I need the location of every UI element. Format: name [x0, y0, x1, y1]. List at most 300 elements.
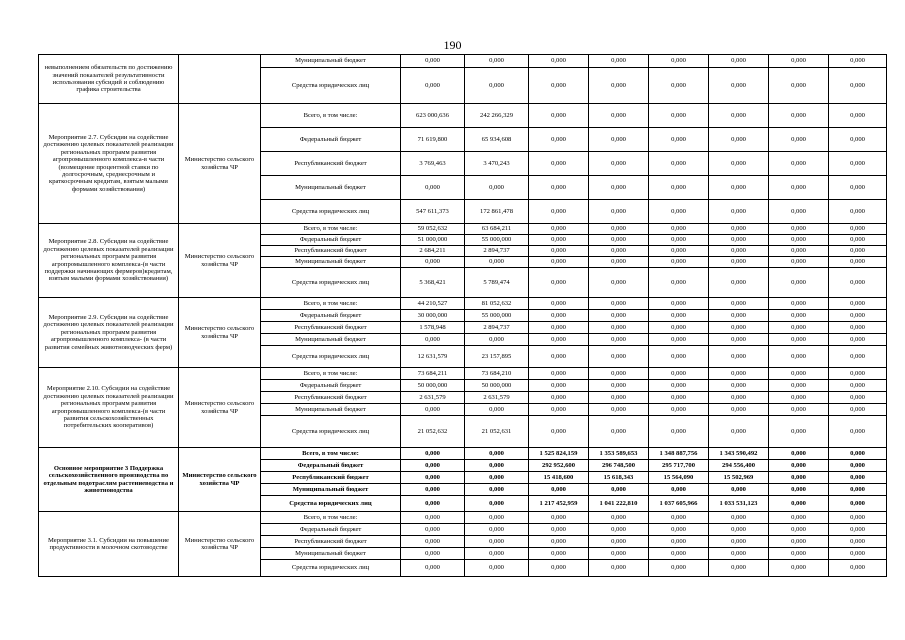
amount-cell: 0,000 — [589, 200, 649, 224]
amount-cell: 0,000 — [829, 176, 887, 200]
amount-cell: 0,000 — [709, 268, 769, 298]
event-name-cell: Мероприятие 2.10. Субсидии на содействие достижению целевых показателей реализации региональных программ развития агропромышленного комплекса-(в части развития сельскохозяйственных потребительских кооперативов) — [39, 368, 179, 448]
amount-cell: 0,000 — [829, 235, 887, 246]
amount-cell: 0,000 — [769, 416, 829, 448]
amount-cell: 0,000 — [829, 460, 887, 472]
funding-source-cell: Средства юридических лиц — [261, 496, 401, 512]
amount-cell: 0,000 — [709, 560, 769, 577]
amount-cell: 0,000 — [465, 448, 529, 460]
executor-cell: Министерство сельского хозяйства ЧР — [179, 298, 261, 368]
amount-cell: 0,000 — [769, 472, 829, 484]
amount-cell: 0,000 — [589, 404, 649, 416]
amount-cell: 0,000 — [709, 404, 769, 416]
amount-cell: 21 052,632 — [401, 416, 465, 448]
amount-cell: 0,000 — [769, 512, 829, 524]
amount-cell: 15 564,090 — [649, 472, 709, 484]
amount-cell: 0,000 — [649, 560, 709, 577]
funding-source-cell: Федеральный бюджет — [261, 460, 401, 472]
amount-cell: 0,000 — [829, 68, 887, 104]
amount-cell: 44 210,527 — [401, 298, 465, 310]
amount-cell: 0,000 — [709, 128, 769, 152]
amount-cell: 0,000 — [649, 322, 709, 334]
event-name-cell: Мероприятие 2.9. Субсидии на содействие достижению целевых показателей реализации региональных программ развития агропромышленного комплекса- (в части развития семейных животноводческих ферм) — [39, 298, 179, 368]
amount-cell: 0,000 — [465, 55, 529, 68]
funding-source-cell: Муниципальный бюджет — [261, 548, 401, 560]
amount-cell: 12 631,579 — [401, 346, 465, 368]
amount-cell: 2 631,579 — [401, 392, 465, 404]
amount-cell: 0,000 — [829, 512, 887, 524]
amount-cell: 0,000 — [589, 298, 649, 310]
amount-cell: 0,000 — [709, 104, 769, 128]
amount-cell: 0,000 — [769, 200, 829, 224]
amount-cell: 0,000 — [709, 524, 769, 536]
amount-cell: 0,000 — [401, 560, 465, 577]
amount-cell: 2 894,737 — [465, 246, 529, 257]
amount-cell: 0,000 — [589, 484, 649, 496]
amount-cell: 0,000 — [829, 448, 887, 460]
event-name-cell: Мероприятие 2.7. Субсидии на содействие достижению целевых показателей реализации региональных программ развития агропромышленного комплекса-в части (возмещение процентной ставки по долгосрочным, среднесрочным и краткосрочным кредитам, взятым малыми формами хозяйствования) — [39, 104, 179, 224]
amount-cell: 0,000 — [649, 152, 709, 176]
amount-cell: 0,000 — [529, 68, 589, 104]
amount-cell: 0,000 — [829, 55, 887, 68]
amount-cell: 0,000 — [709, 235, 769, 246]
amount-cell: 0,000 — [529, 310, 589, 322]
amount-cell: 0,000 — [829, 368, 887, 380]
amount-cell: 0,000 — [465, 257, 529, 268]
funding-source-cell: Республиканский бюджет — [261, 392, 401, 404]
amount-cell: 0,000 — [649, 548, 709, 560]
amount-cell: 0,000 — [829, 524, 887, 536]
amount-cell: 0,000 — [649, 176, 709, 200]
amount-cell: 0,000 — [649, 55, 709, 68]
amount-cell: 0,000 — [829, 322, 887, 334]
funding-source-cell: Республиканский бюджет — [261, 472, 401, 484]
amount-cell: 0,000 — [649, 536, 709, 548]
amount-cell: 0,000 — [829, 392, 887, 404]
amount-cell: 0,000 — [401, 548, 465, 560]
amount-cell: 0,000 — [829, 416, 887, 448]
amount-cell: 0,000 — [401, 257, 465, 268]
amount-cell: 0,000 — [709, 392, 769, 404]
amount-cell: 0,000 — [769, 152, 829, 176]
amount-cell: 0,000 — [769, 104, 829, 128]
amount-cell: 0,000 — [829, 224, 887, 235]
amount-cell: 1 041 222,810 — [589, 496, 649, 512]
amount-cell: 0,000 — [589, 68, 649, 104]
budget-table — [38, 54, 887, 577]
amount-cell: 0,000 — [709, 152, 769, 176]
amount-cell: 0,000 — [709, 224, 769, 235]
amount-cell: 0,000 — [589, 416, 649, 448]
amount-cell: 0,000 — [829, 334, 887, 346]
amount-cell: 0,000 — [769, 368, 829, 380]
amount-cell: 0,000 — [649, 392, 709, 404]
funding-source-cell: Муниципальный бюджет — [261, 404, 401, 416]
amount-cell: 0,000 — [709, 512, 769, 524]
amount-cell: 50 000,000 — [465, 380, 529, 392]
amount-cell: 0,000 — [401, 496, 465, 512]
amount-cell: 0,000 — [829, 104, 887, 128]
amount-cell: 0,000 — [829, 380, 887, 392]
amount-cell: 0,000 — [709, 298, 769, 310]
amount-cell: 0,000 — [589, 128, 649, 152]
amount-cell: 1 037 605,966 — [649, 496, 709, 512]
funding-source-cell: Федеральный бюджет — [261, 310, 401, 322]
amount-cell: 0,000 — [709, 380, 769, 392]
amount-cell: 0,000 — [529, 55, 589, 68]
funding-source-cell: Республиканский бюджет — [261, 536, 401, 548]
amount-cell: 0,000 — [529, 224, 589, 235]
amount-cell: 0,000 — [829, 536, 887, 548]
amount-cell: 0,000 — [769, 128, 829, 152]
funding-source-cell: Муниципальный бюджет — [261, 334, 401, 346]
funding-source-cell: Федеральный бюджет — [261, 524, 401, 536]
amount-cell: 63 684,211 — [465, 224, 529, 235]
amount-cell: 0,000 — [529, 536, 589, 548]
amount-cell: 0,000 — [529, 176, 589, 200]
amount-cell: 0,000 — [709, 368, 769, 380]
amount-cell: 3 470,243 — [465, 152, 529, 176]
event-name-cell: невыполнением обязательств по достижению значений показателей результативности использования субсидий и соблюдению графика строительства — [39, 55, 179, 104]
table-row — [39, 298, 887, 310]
amount-cell: 0,000 — [649, 368, 709, 380]
amount-cell: 0,000 — [709, 334, 769, 346]
amount-cell: 0,000 — [589, 104, 649, 128]
amount-cell: 0,000 — [829, 200, 887, 224]
amount-cell: 0,000 — [829, 298, 887, 310]
funding-source-cell: Средства юридических лиц — [261, 346, 401, 368]
amount-cell: 0,000 — [769, 536, 829, 548]
amount-cell: 0,000 — [769, 235, 829, 246]
amount-cell: 0,000 — [589, 55, 649, 68]
amount-cell: 547 611,373 — [401, 200, 465, 224]
amount-cell: 0,000 — [401, 512, 465, 524]
amount-cell: 0,000 — [465, 404, 529, 416]
amount-cell: 30 000,000 — [401, 310, 465, 322]
amount-cell: 0,000 — [529, 200, 589, 224]
amount-cell: 0,000 — [769, 560, 829, 577]
amount-cell: 0,000 — [649, 235, 709, 246]
amount-cell: 0,000 — [401, 536, 465, 548]
amount-cell: 81 052,632 — [465, 298, 529, 310]
amount-cell: 0,000 — [401, 334, 465, 346]
amount-cell: 0,000 — [529, 246, 589, 257]
amount-cell: 0,000 — [589, 548, 649, 560]
amount-cell: 0,000 — [769, 224, 829, 235]
amount-cell: 0,000 — [529, 257, 589, 268]
table-row — [39, 368, 887, 380]
funding-source-cell: Всего, в том числе: — [261, 298, 401, 310]
funding-source-cell: Муниципальный бюджет — [261, 257, 401, 268]
amount-cell: 2 684,211 — [401, 246, 465, 257]
amount-cell: 0,000 — [589, 322, 649, 334]
amount-cell: 0,000 — [465, 548, 529, 560]
amount-cell: 23 157,895 — [465, 346, 529, 368]
amount-cell: 0,000 — [709, 548, 769, 560]
amount-cell: 0,000 — [401, 472, 465, 484]
amount-cell: 0,000 — [709, 176, 769, 200]
amount-cell: 0,000 — [769, 310, 829, 322]
amount-cell: 0,000 — [709, 55, 769, 68]
amount-cell: 0,000 — [769, 392, 829, 404]
amount-cell: 0,000 — [769, 548, 829, 560]
amount-cell: 0,000 — [529, 560, 589, 577]
amount-cell: 0,000 — [649, 380, 709, 392]
amount-cell: 0,000 — [589, 512, 649, 524]
amount-cell: 0,000 — [769, 524, 829, 536]
amount-cell: 0,000 — [529, 392, 589, 404]
amount-cell: 0,000 — [529, 268, 589, 298]
amount-cell: 0,000 — [769, 460, 829, 472]
amount-cell: 0,000 — [589, 380, 649, 392]
amount-cell: 0,000 — [829, 310, 887, 322]
amount-cell: 0,000 — [529, 298, 589, 310]
amount-cell: 0,000 — [829, 404, 887, 416]
amount-cell: 0,000 — [649, 416, 709, 448]
executor-cell: Министерство сельского хозяйства ЧР — [179, 512, 261, 577]
amount-cell: 0,000 — [829, 560, 887, 577]
amount-cell: 623 000,636 — [401, 104, 465, 128]
amount-cell: 5 789,474 — [465, 268, 529, 298]
amount-cell: 0,000 — [465, 484, 529, 496]
funding-source-cell: Муниципальный бюджет — [261, 55, 401, 68]
funding-source-cell: Всего, в том числе: — [261, 512, 401, 524]
amount-cell: 0,000 — [649, 68, 709, 104]
funding-source-cell: Средства юридических лиц — [261, 200, 401, 224]
amount-cell: 0,000 — [649, 200, 709, 224]
amount-cell: 0,000 — [529, 152, 589, 176]
amount-cell: 0,000 — [769, 322, 829, 334]
amount-cell: 0,000 — [769, 404, 829, 416]
amount-cell: 73 684,210 — [465, 368, 529, 380]
amount-cell: 1 217 452,959 — [529, 496, 589, 512]
amount-cell: 0,000 — [529, 484, 589, 496]
executor-cell: Министерство сельского хозяйства ЧР — [179, 368, 261, 448]
table-row — [39, 104, 887, 128]
amount-cell: 0,000 — [649, 404, 709, 416]
amount-cell: 3 769,463 — [401, 152, 465, 176]
funding-source-cell: Федеральный бюджет — [261, 235, 401, 246]
amount-cell: 0,000 — [709, 310, 769, 322]
amount-cell: 1 525 824,159 — [529, 448, 589, 460]
amount-cell: 0,000 — [589, 334, 649, 346]
amount-cell: 0,000 — [529, 334, 589, 346]
funding-source-cell: Средства юридических лиц — [261, 416, 401, 448]
amount-cell: 0,000 — [829, 268, 887, 298]
amount-cell: 0,000 — [709, 484, 769, 496]
amount-cell: 1 578,948 — [401, 322, 465, 334]
amount-cell: 0,000 — [649, 334, 709, 346]
amount-cell: 0,000 — [529, 380, 589, 392]
funding-source-cell: Средства юридических лиц — [261, 560, 401, 577]
funding-source-cell: Всего, в том числе: — [261, 448, 401, 460]
amount-cell: 0,000 — [769, 496, 829, 512]
amount-cell: 1 353 589,653 — [589, 448, 649, 460]
table-row — [39, 448, 887, 460]
amount-cell: 0,000 — [709, 246, 769, 257]
event-name-cell: Основное мероприятие 3 Поддержка сельскохозяйственного производства по отдельным подотраслям растениеводства и животноводства — [39, 448, 179, 512]
amount-cell: 0,000 — [649, 268, 709, 298]
amount-cell: 292 952,600 — [529, 460, 589, 472]
amount-cell: 0,000 — [529, 368, 589, 380]
amount-cell: 0,000 — [589, 368, 649, 380]
amount-cell: 0,000 — [649, 484, 709, 496]
amount-cell: 0,000 — [709, 68, 769, 104]
amount-cell: 0,000 — [465, 524, 529, 536]
amount-cell: 0,000 — [649, 298, 709, 310]
amount-cell: 0,000 — [829, 548, 887, 560]
amount-cell: 0,000 — [769, 257, 829, 268]
amount-cell: 0,000 — [401, 524, 465, 536]
amount-cell: 295 717,700 — [649, 460, 709, 472]
amount-cell: 0,000 — [769, 484, 829, 496]
funding-source-cell: Федеральный бюджет — [261, 128, 401, 152]
amount-cell: 0,000 — [829, 496, 887, 512]
amount-cell: 1 033 531,123 — [709, 496, 769, 512]
table-row — [39, 55, 887, 68]
executor-cell — [179, 55, 261, 104]
amount-cell: 0,000 — [769, 55, 829, 68]
amount-cell: 0,000 — [769, 346, 829, 368]
amount-cell: 0,000 — [529, 235, 589, 246]
amount-cell: 15 502,969 — [709, 472, 769, 484]
amount-cell: 0,000 — [829, 128, 887, 152]
amount-cell: 0,000 — [589, 176, 649, 200]
table-row — [39, 224, 887, 235]
amount-cell: 0,000 — [829, 472, 887, 484]
amount-cell: 0,000 — [649, 512, 709, 524]
amount-cell: 5 368,421 — [401, 268, 465, 298]
amount-cell: 2 631,579 — [465, 392, 529, 404]
amount-cell: 0,000 — [829, 346, 887, 368]
amount-cell: 51 000,000 — [401, 235, 465, 246]
amount-cell: 0,000 — [401, 448, 465, 460]
amount-cell: 0,000 — [769, 176, 829, 200]
amount-cell: 59 052,632 — [401, 224, 465, 235]
amount-cell: 0,000 — [589, 224, 649, 235]
amount-cell: 1 348 887,756 — [649, 448, 709, 460]
amount-cell: 0,000 — [649, 346, 709, 368]
amount-cell: 0,000 — [529, 128, 589, 152]
amount-cell: 0,000 — [769, 268, 829, 298]
amount-cell: 65 934,608 — [465, 128, 529, 152]
table-row — [39, 512, 887, 524]
amount-cell: 0,000 — [589, 268, 649, 298]
amount-cell: 0,000 — [649, 246, 709, 257]
amount-cell: 0,000 — [465, 496, 529, 512]
amount-cell: 15 618,343 — [589, 472, 649, 484]
funding-source-cell: Всего, в том числе: — [261, 224, 401, 235]
executor-cell: Министерство сельского хозяйства ЧР — [179, 224, 261, 298]
funding-source-cell: Федеральный бюджет — [261, 380, 401, 392]
amount-cell: 0,000 — [649, 128, 709, 152]
funding-source-cell: Муниципальный бюджет — [261, 176, 401, 200]
amount-cell: 0,000 — [589, 560, 649, 577]
amount-cell: 0,000 — [769, 298, 829, 310]
amount-cell: 0,000 — [465, 536, 529, 548]
amount-cell: 0,000 — [769, 380, 829, 392]
amount-cell: 15 418,600 — [529, 472, 589, 484]
funding-source-cell: Всего, в том числе: — [261, 368, 401, 380]
page-number: 190 — [443, 38, 462, 52]
amount-cell: 0,000 — [709, 416, 769, 448]
amount-cell: 0,000 — [465, 472, 529, 484]
amount-cell: 0,000 — [829, 246, 887, 257]
amount-cell: 0,000 — [529, 416, 589, 448]
amount-cell: 0,000 — [529, 512, 589, 524]
amount-cell: 0,000 — [465, 512, 529, 524]
amount-cell: 0,000 — [709, 200, 769, 224]
event-name-cell: Мероприятие 2.8. Субсидии на содействие достижению целевых показателей реализации региональных программ развития агропромышленного комплекса-(в части поддержки начинающих фермеров)кредитам, взятым малыми формами хозяйствования) — [39, 224, 179, 298]
amount-cell: 0,000 — [401, 176, 465, 200]
amount-cell: 0,000 — [709, 257, 769, 268]
amount-cell: 0,000 — [401, 68, 465, 104]
amount-cell: 0,000 — [529, 322, 589, 334]
amount-cell: 0,000 — [465, 334, 529, 346]
funding-source-cell: Республиканский бюджет — [261, 322, 401, 334]
amount-cell: 0,000 — [709, 536, 769, 548]
amount-cell: 0,000 — [649, 224, 709, 235]
funding-source-cell: Всего, в том числе: — [261, 104, 401, 128]
amount-cell: 0,000 — [589, 152, 649, 176]
funding-source-cell: Республиканский бюджет — [261, 246, 401, 257]
event-name-cell: Мероприятие 3.1. Субсидии на повышение продуктивности в молочном скотоводстве — [39, 512, 179, 577]
amount-cell: 0,000 — [589, 524, 649, 536]
funding-source-cell: Средства юридических лиц — [261, 68, 401, 104]
amount-cell: 0,000 — [589, 392, 649, 404]
amount-cell: 0,000 — [401, 460, 465, 472]
amount-cell: 0,000 — [589, 235, 649, 246]
amount-cell: 296 748,500 — [589, 460, 649, 472]
table-body — [39, 55, 887, 577]
amount-cell: 242 266,329 — [465, 104, 529, 128]
amount-cell: 0,000 — [649, 257, 709, 268]
amount-cell: 0,000 — [465, 560, 529, 577]
funding-source-cell: Республиканский бюджет — [261, 152, 401, 176]
amount-cell: 55 000,000 — [465, 310, 529, 322]
amount-cell: 0,000 — [709, 346, 769, 368]
funding-source-cell: Средства юридических лиц — [261, 268, 401, 298]
amount-cell: 0,000 — [589, 346, 649, 368]
amount-cell: 0,000 — [829, 257, 887, 268]
amount-cell: 0,000 — [529, 524, 589, 536]
amount-cell: 0,000 — [649, 524, 709, 536]
amount-cell: 294 556,400 — [709, 460, 769, 472]
amount-cell: 0,000 — [829, 484, 887, 496]
amount-cell: 0,000 — [529, 104, 589, 128]
amount-cell: 0,000 — [529, 404, 589, 416]
amount-cell: 0,000 — [465, 460, 529, 472]
executor-cell: Министерство сельского хозяйства ЧР — [179, 448, 261, 512]
amount-cell: 0,000 — [465, 68, 529, 104]
amount-cell: 0,000 — [769, 68, 829, 104]
amount-cell: 73 684,211 — [401, 368, 465, 380]
amount-cell: 0,000 — [649, 104, 709, 128]
amount-cell: 0,000 — [769, 334, 829, 346]
amount-cell: 0,000 — [401, 404, 465, 416]
amount-cell: 0,000 — [829, 152, 887, 176]
amount-cell: 0,000 — [649, 310, 709, 322]
amount-cell: 0,000 — [769, 246, 829, 257]
amount-cell: 0,000 — [401, 484, 465, 496]
amount-cell: 71 619,800 — [401, 128, 465, 152]
amount-cell: 0,000 — [589, 310, 649, 322]
amount-cell: 0,000 — [589, 257, 649, 268]
amount-cell: 0,000 — [709, 322, 769, 334]
executor-cell: Министерство сельского хозяйства ЧР — [179, 104, 261, 224]
amount-cell: 0,000 — [529, 548, 589, 560]
funding-source-cell: Муниципальный бюджет — [261, 484, 401, 496]
